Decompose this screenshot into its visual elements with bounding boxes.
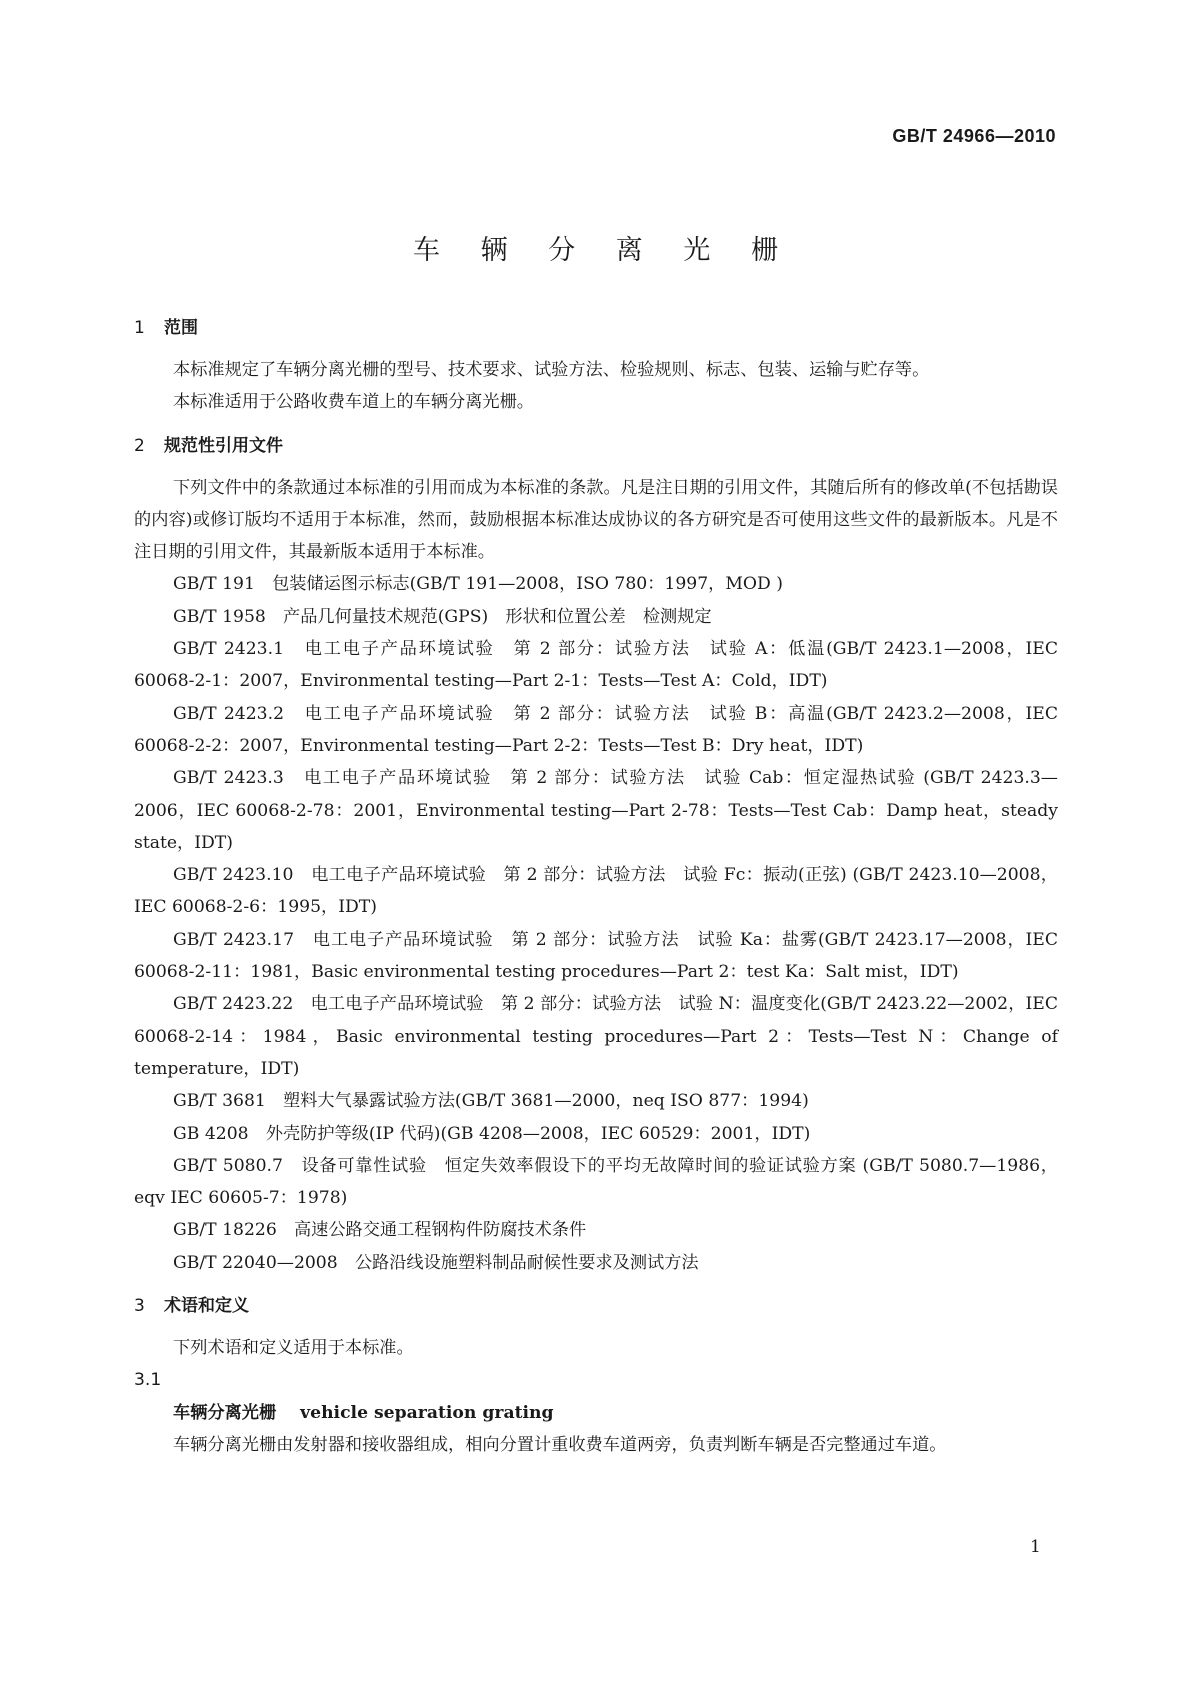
- terms-intro: 下列术语和定义适用于本标准。: [173, 1338, 414, 1359]
- reference-item: GB/T 2423.1 电工电子产品环境试验 第 2 部分：试验方法 试验 A：低温(GB/T 2423.1—2008，IEC 60068-2-1：2007，Environmental testing—Part 2-1：Tests—Test A：Cold，IDT): [134, 639, 1058, 692]
- clause-number: 3.1: [134, 1370, 162, 1391]
- term-entry: [134, 1397, 1058, 1429]
- reference-item: GB 4208 外壳防护等级(IP 代码)(GB 4208—2008，IEC 60529：2001，IDT): [173, 1123, 811, 1144]
- reference-item: GB/T 191 包装储运图示标志(GB/T 191—2008，ISO 780：1997，MOD ): [173, 574, 783, 595]
- section-title: 术语和定义: [164, 1296, 249, 1317]
- standard-code: GB/T 24966—2010: [892, 126, 1056, 146]
- term-definition: 车辆分离光栅由发射器和接收器组成，相向分置计重收费车道两旁，负责判断车辆是否完整通过车道。: [173, 1434, 947, 1455]
- reference-item: GB/T 3681 塑料大气暴露试验方法(GB/T 3681—2000，neq ISO 877：1994): [173, 1091, 809, 1112]
- reference-item: GB/T 22040—2008 公路沿线设施塑料制品耐候性要求及测试方法: [173, 1252, 699, 1273]
- section-title: 规范性引用文件: [164, 435, 283, 456]
- scope-paragraph: 本标准规定了车辆分离光栅的型号、技术要求、试验方法、检验规则、标志、包装、运输与贮存等。: [173, 360, 930, 380]
- reference-item: GB/T 18226 高速公路交通工程钢构件防腐技术条件: [173, 1220, 587, 1241]
- page-number: 1: [1030, 1537, 1041, 1557]
- document-body: [134, 312, 1058, 1461]
- scope-paragraph: 本标准适用于公路收费车道上的车辆分离光栅。: [173, 392, 534, 413]
- reference-item: GB/T 2423.3 电工电子产品环境试验 第 2 部分：试验方法 试验 Cab：恒定湿热试验 (GB/T 2423.3—2006，IEC 60068-2-78：2001，Environmental testing—Part 2-78：Tests—Test Cab：Damp heat，steady state，IDT): [134, 768, 1058, 853]
- section-number: 2: [134, 435, 145, 456]
- references-intro: 下列文件中的条款通过本标准的引用而成为本标准的条款。凡是注日期的引用文件，其随后所有的修改单(不包括勘误的内容)或修订版均不适用于本标准，然而，鼓励根据本标准达成协议的各方研究是否可使用这些文件的最新版本。凡是不注日期的引用文件，其最新版本适用于本标准。: [134, 477, 1058, 563]
- term-english: vehicle separation grating: [300, 1402, 554, 1423]
- term-chinese: 车辆分离光栅: [173, 1402, 277, 1423]
- section-heading-normative-references: [134, 430, 1058, 462]
- reference-item: GB/T 2423.17 电工电子产品环境试验 第 2 部分：试验方法 试验 Ka：盐雾(GB/T 2423.17—2008，IEC 60068-2-11：1981，Basic environmental testing procedures—Part 2：test Ka：Salt mist，IDT): [134, 929, 1058, 983]
- section-number: 1: [134, 318, 145, 338]
- section-title: 范围: [164, 318, 198, 338]
- reference-item: GB/T 2423.2 电工电子产品环境试验 第 2 部分：试验方法 试验 B：高温(GB/T 2423.2—2008，IEC 60068-2-2：2007，Environmental testing—Part 2-2：Tests—Test B：Dry heat，IDT): [134, 703, 1058, 756]
- document-title: 车 辆 分 离 光 栅: [413, 235, 794, 266]
- section-heading-terms-and-definitions: [134, 1290, 1058, 1322]
- reference-item: GB/T 5080.7 设备可靠性试验 恒定失效率假设下的平均无故障时间的验证试验方案 (GB/T 5080.7—1986，eqv IEC 60605-7：1978): [134, 1155, 1058, 1209]
- reference-item: GB/T 2423.22 电工电子产品环境试验 第 2 部分：试验方法 试验 N：温度变化(GB/T 2423.22—2002，IEC 60068-2-14：1984，Basic environmental testing procedures—Part 2：Tests—Test N：Change of temperature，IDT): [134, 994, 1058, 1079]
- reference-item: GB/T 2423.10 电工电子产品环境试验 第 2 部分：试验方法 试验 Fc：振动(正弦) (GB/T 2423.10—2008，IEC 60068-2-6：1995，IDT): [134, 865, 1058, 918]
- section-number: 3: [134, 1296, 145, 1317]
- section-heading-scope: [134, 312, 1058, 344]
- reference-item: GB/T 1958 产品几何量技术规范(GPS) 形状和位置公差 检测规定: [173, 606, 712, 627]
